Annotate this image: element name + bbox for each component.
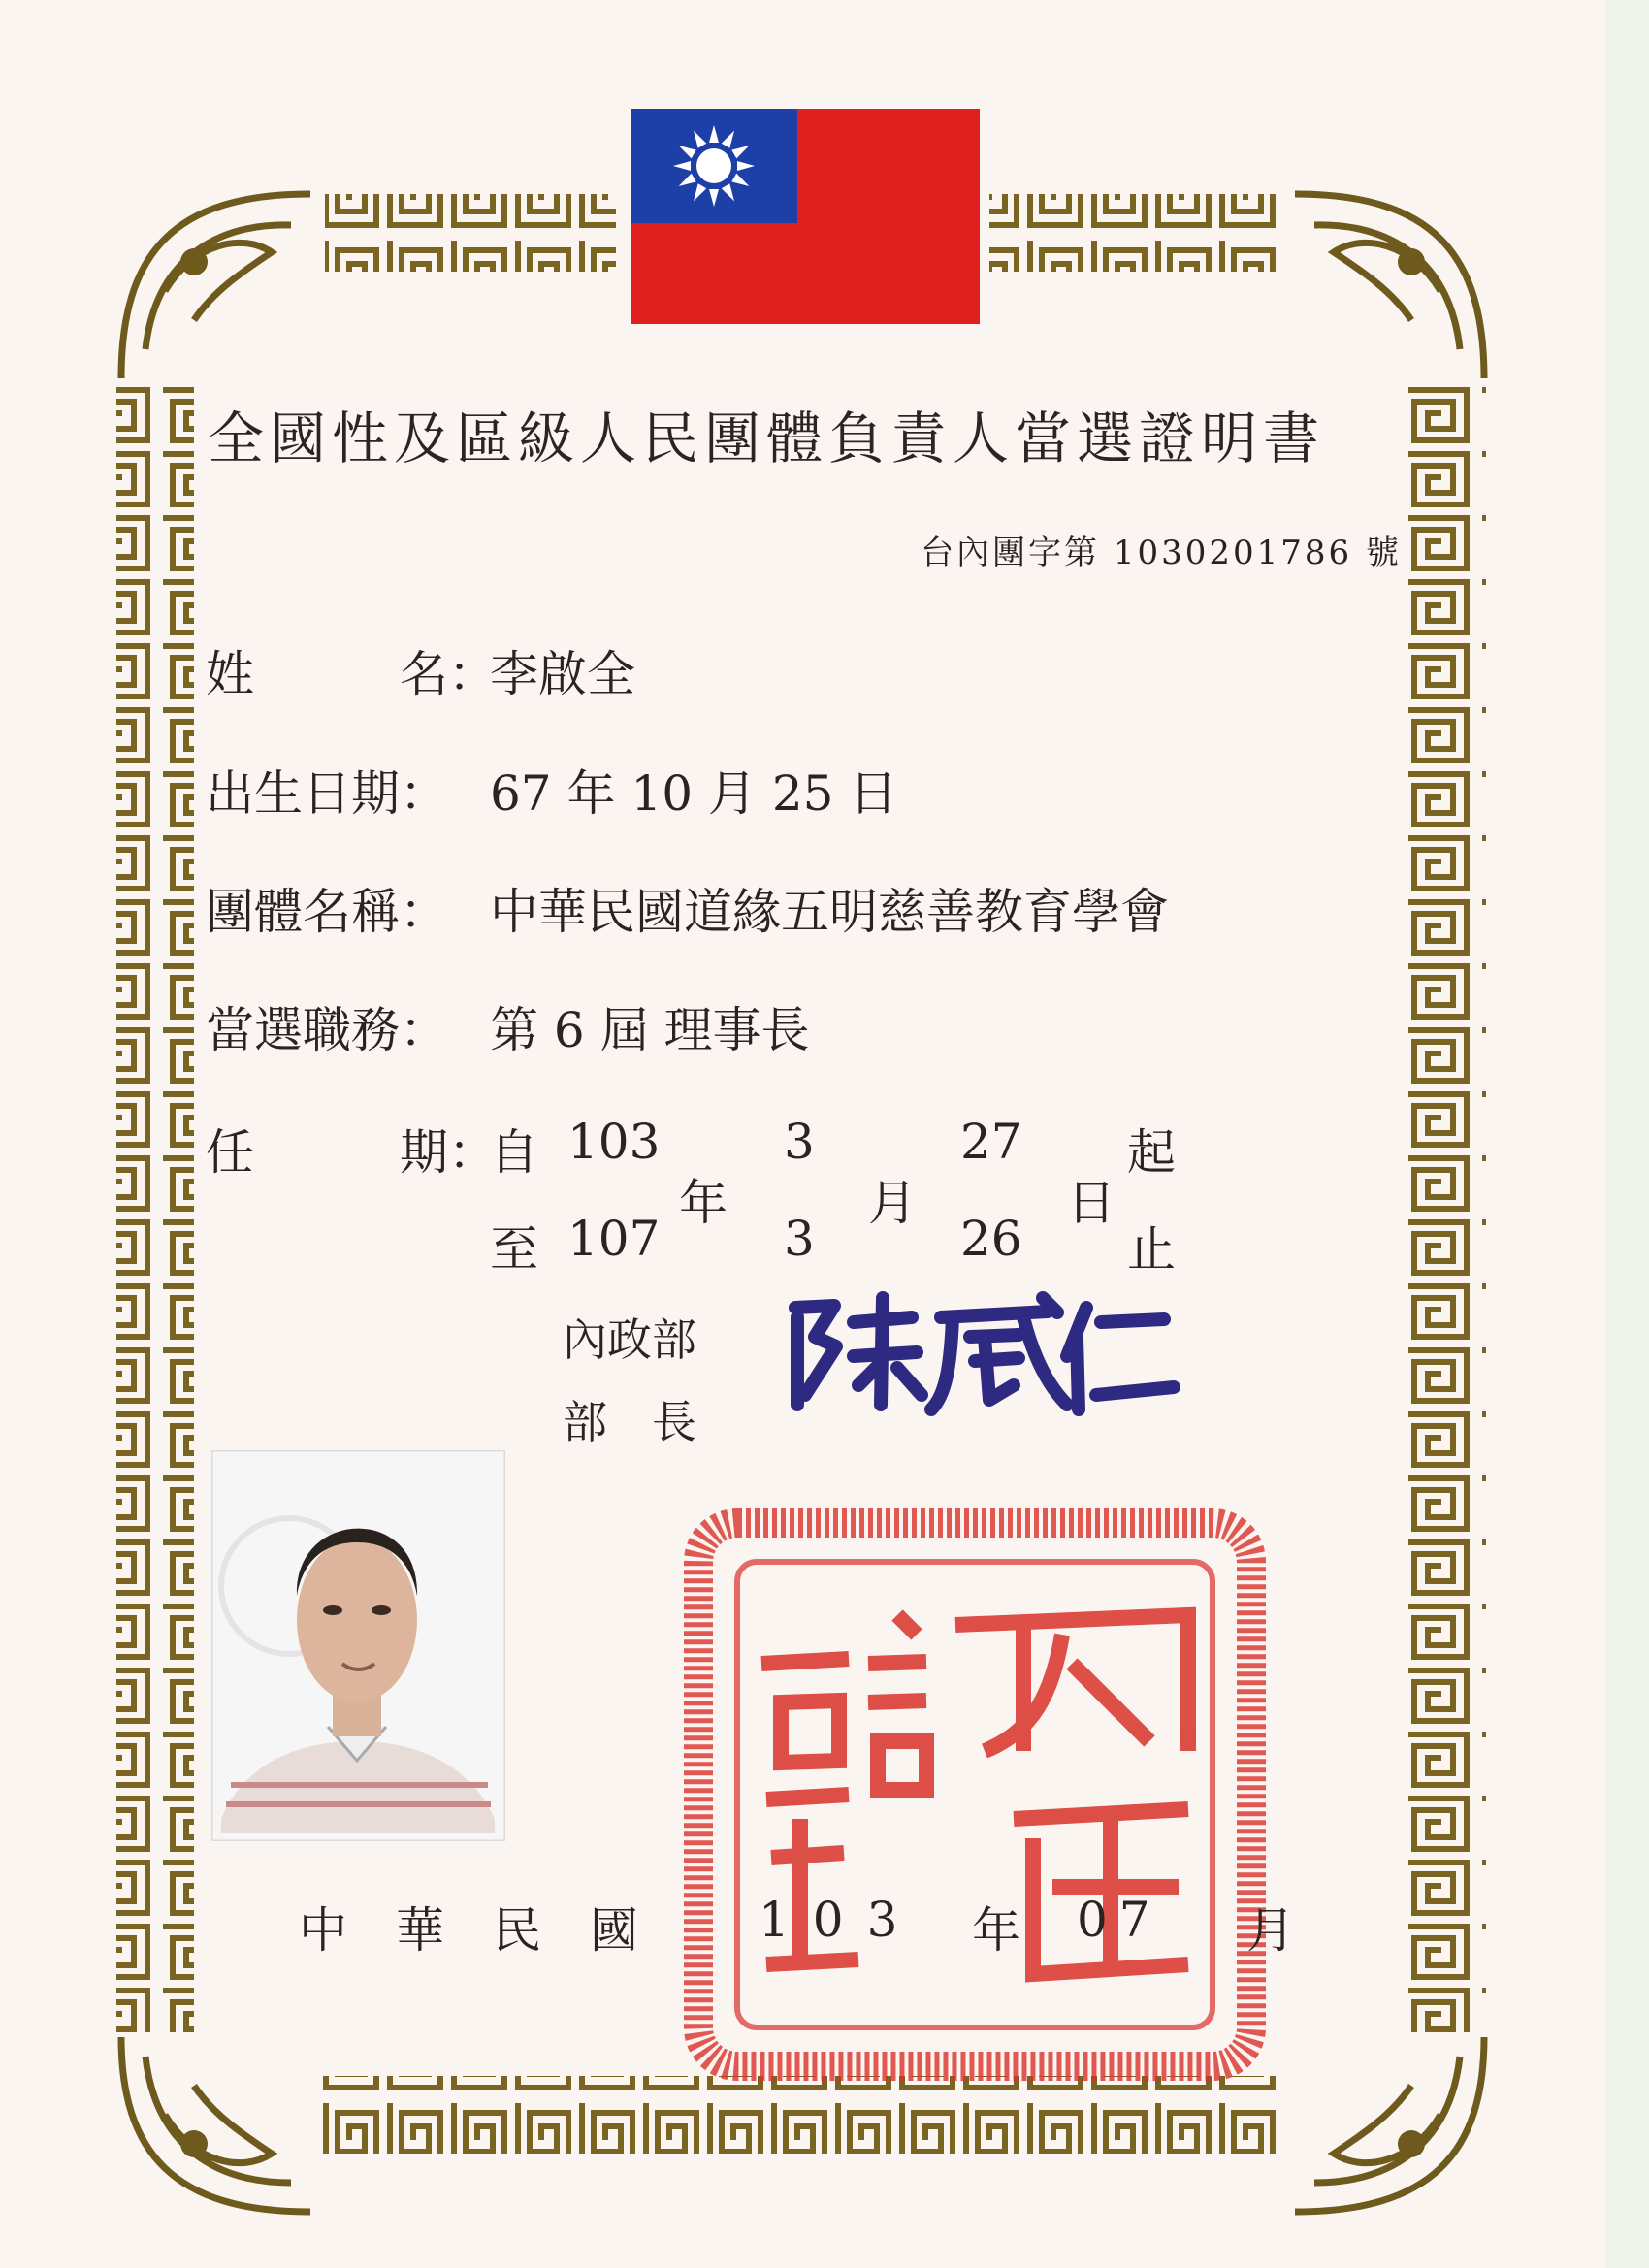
term-from-month: 3 xyxy=(784,1114,815,1170)
organization-label: 團體名稱： xyxy=(206,884,448,940)
position-label: 當選職務： xyxy=(206,1002,448,1058)
holder-photo xyxy=(211,1450,505,1841)
minister-signature xyxy=(776,1279,1183,1424)
minister-label: 部 長 xyxy=(563,1396,696,1448)
name-label: 姓 名： xyxy=(206,646,497,702)
ministry-seal xyxy=(684,1508,1266,2081)
term-year-unit: 年 xyxy=(679,1175,728,1231)
term-to-suffix: 止 xyxy=(1127,1221,1176,1278)
certificate-title: 全國性及區級人民團體負責人當選證明書 xyxy=(207,405,1325,471)
name-value: 李啟全 xyxy=(490,646,635,702)
issue-month: 07 xyxy=(1077,1892,1162,1948)
term-to-prefix: 至 xyxy=(490,1221,538,1278)
issue-year-unit: 年 xyxy=(972,1902,1020,1959)
term-to-year: 107 xyxy=(567,1211,661,1267)
document-number: 台內團字第 1030201786 號 xyxy=(921,534,1402,572)
term-from-prefix: 自 xyxy=(490,1124,538,1181)
position-value: 第 6 屆 理事長 xyxy=(490,1002,810,1058)
term-from-day: 27 xyxy=(960,1114,1022,1170)
issue-month-unit: 月 xyxy=(1246,1902,1295,1959)
term-month-unit: 月 xyxy=(868,1175,917,1231)
dob-value: 67 年 10 月 25 日 xyxy=(490,765,898,822)
issue-year: 103 xyxy=(759,1892,922,1948)
term-to-day: 26 xyxy=(960,1211,1022,1267)
organization-value: 中華民國道緣五明慈善教育學會 xyxy=(490,884,1169,940)
dob-label: 出生日期： xyxy=(206,765,448,822)
issue-era: 中 華 民 國 xyxy=(299,1902,638,1959)
ministry-label: 內政部 xyxy=(563,1313,696,1366)
term-from-suffix: 起 xyxy=(1127,1124,1176,1181)
term-to-month: 3 xyxy=(784,1211,815,1267)
national-flag xyxy=(630,109,980,324)
term-day-unit: 日 xyxy=(1067,1175,1116,1231)
term-label: 任 期： xyxy=(206,1124,497,1181)
term-from-year: 103 xyxy=(567,1114,661,1170)
